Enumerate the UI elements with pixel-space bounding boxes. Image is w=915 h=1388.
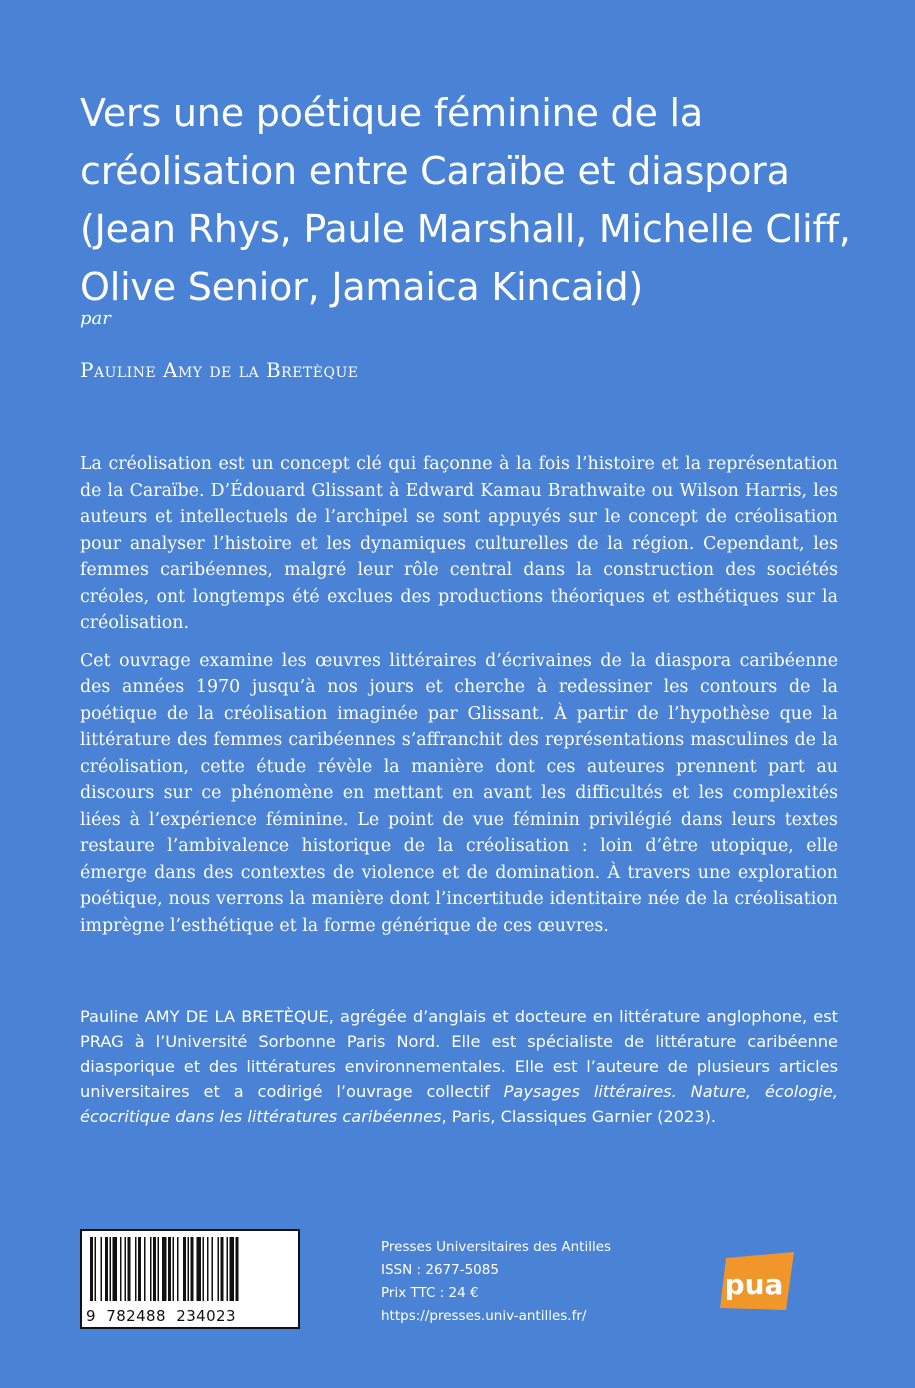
barcode-bar — [113, 1237, 118, 1301]
barcode-bar — [227, 1237, 229, 1301]
publisher-info — [381, 1236, 611, 1328]
pua-logo — [716, 1250, 798, 1316]
barcode-bar — [110, 1237, 112, 1301]
barcode-bar — [218, 1237, 220, 1301]
barcode-bar — [221, 1237, 224, 1301]
barcode-bar — [212, 1237, 214, 1301]
barcode-bar — [230, 1237, 235, 1301]
barcode-bar — [203, 1237, 205, 1301]
barcode-bar — [197, 1237, 202, 1301]
barcode-bar — [90, 1237, 93, 1301]
barcode-bar — [135, 1237, 137, 1301]
barcode-bar — [177, 1237, 179, 1301]
barcode-bar — [188, 1237, 190, 1301]
publisher-url: https://presses.univ-antilles.fr/ — [381, 1308, 587, 1324]
bio-book-title: Paysages littéraires. Nature, écologie, écocritique dans les littératures caribéennes — [80, 1082, 838, 1126]
publisher-issn: ISSN : 2677-5085 — [381, 1262, 499, 1278]
isbn-barcode — [80, 1229, 300, 1329]
barcode-bar — [236, 1237, 239, 1301]
barcode-bar — [162, 1237, 167, 1301]
by-label: par — [80, 308, 111, 329]
barcode-bars — [90, 1237, 294, 1301]
author-bio — [80, 1004, 838, 1129]
bio-text-end: , Paris, Classiques Garnier (2023). — [441, 1107, 717, 1126]
barcode-bar — [125, 1237, 127, 1301]
barcode-bar — [101, 1237, 103, 1301]
barcode-bar — [168, 1237, 171, 1301]
barcode-bar — [138, 1237, 141, 1301]
barcode-bar — [191, 1237, 194, 1301]
logo-text: pua — [724, 1268, 784, 1301]
barcode-digits: 9 782488 234023 — [86, 1307, 236, 1325]
publisher-name: Presses Universitaires des Antilles — [381, 1239, 612, 1255]
barcode-bar — [150, 1237, 152, 1301]
abstract-paragraph-1: La créolisation est un concept clé qui façonne à la fois l’histoire et la représentation de la Caraïbe. D’Édouard Glissant à Edward Kamau Brathwaite ou Wilson Harris, les auteurs et intellectuels de l’archipel se sont appuyés sur le concept de créolisation pour analyser l’histoire et les dynamiques culturelles de la région. Cependant, les femmes caribéennes, malgré leur rôle central dans la construction des sociétés créoles, ont longtemps été exclues des productions théoriques et esthétiques sur la créolisation. — [80, 454, 838, 633]
barcode-bar — [153, 1237, 156, 1301]
barcode-bar — [95, 1237, 97, 1301]
bio-text: Pauline AMY DE LA BRETÈQUE, agrégée d’anglais et docteure en littérature anglophone, est PRAG à l’Université Sorbonne Paris Nord. Elle est spécialiste de littérature caribéenne diasporique et des littératures environnementales. Elle est l’auteure de plusieurs articles universitaires et a codirigé l’ouvrage collectif — [80, 1007, 838, 1101]
publisher-price: Prix TTC : 24 € — [381, 1285, 479, 1301]
barcode-bar — [158, 1237, 160, 1301]
barcode-bar — [120, 1237, 122, 1301]
author-name: Pauline Amy de la Bretèque — [80, 358, 359, 382]
barcode-bar — [183, 1237, 186, 1301]
abstract — [80, 451, 838, 950]
abstract-paragraph-2: Cet ouvrage examine les œuvres littéraires d’écrivaines de la diaspora caribéenne des années 1970 jusqu’à nos jours et cherche à redessiner les contours de la poétique de la créolisation imaginée par Glissant. À partir de l’hypothèse que la littérature des femmes caribéennes s’affranchit des représentations masculines de la créolisation, cette étude révèle la manière dont ces auteures prennent part au discours sur ce phénomène en mettant en avant les difficultés et les complexités liées à l’expérience féminine. Le point de vue féminin privilégié dans leurs textes restaure l’ambivalence historique de la créolisation : loin d’être utopique, elle émerge dans des contextes de violence et de domination. À travers une exploration poétique, nous verrons la manière dont l’incertitude identitaire née de la créolisation imprègne l’esthétique et la forme générique de ces œuvres. — [80, 650, 838, 936]
barcode-bar — [144, 1237, 146, 1301]
barcode-bar — [207, 1237, 209, 1301]
book-title: Vers une poétique féminine de la créolisation entre Caraïbe et diaspora (Jean Rhys, Paule Marshall, Michelle Cliff, Olive Senior, Jamaica Kincaid) — [80, 91, 851, 309]
barcode-bar — [173, 1237, 175, 1301]
barcode-bar — [105, 1237, 108, 1301]
barcode-bar — [128, 1237, 131, 1301]
